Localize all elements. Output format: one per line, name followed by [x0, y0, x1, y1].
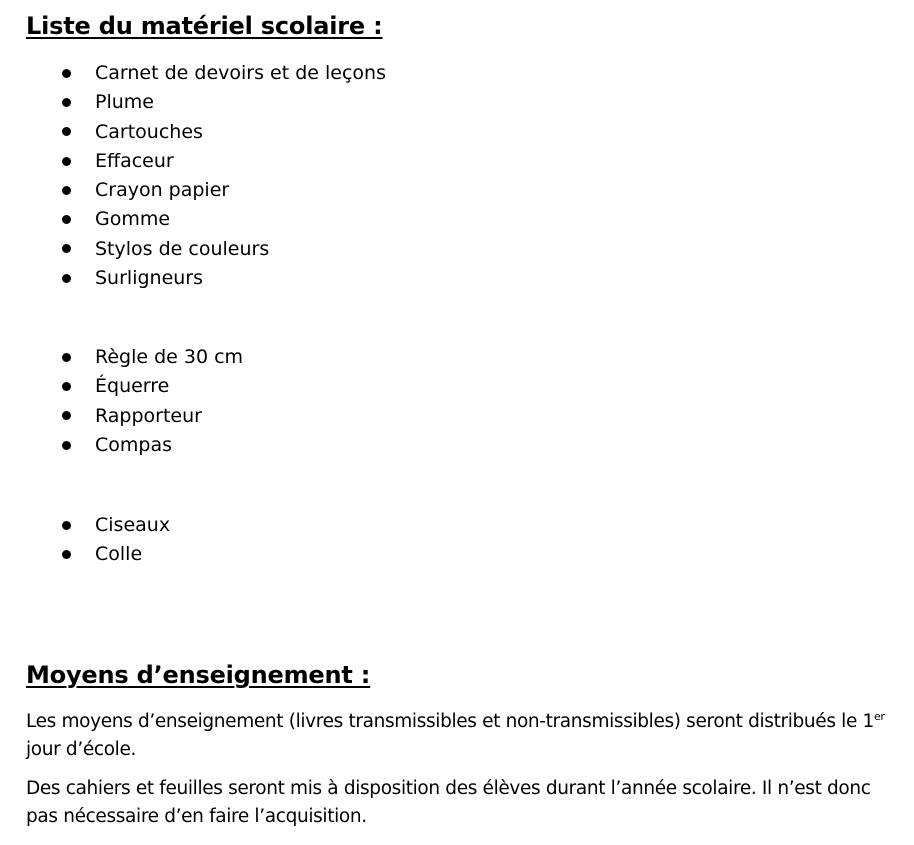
- bullet-icon: [62, 186, 71, 195]
- list-item-label: Crayon papier: [95, 179, 230, 202]
- list-item-label: Gomme: [95, 208, 171, 231]
- list-item-label: Ciseaux: [95, 514, 171, 536]
- distribution-paragraph: [26, 708, 906, 764]
- bullet-icon: [62, 550, 71, 559]
- supplies-heading: Liste du matériel scolaire :: [26, 12, 383, 40]
- bullet-icon: [62, 274, 71, 283]
- bullet-icon: [62, 215, 71, 224]
- ordinal-superscript: er: [873, 710, 885, 723]
- list-item-label: Effaceur: [95, 149, 174, 172]
- bullet-icon: [62, 127, 71, 136]
- list-item-label: Règle de 30 cm: [95, 346, 244, 368]
- list-item-label: Surligneurs: [95, 267, 204, 290]
- list-item-label: Cartouches: [95, 120, 203, 143]
- bullet-icon: [62, 441, 71, 450]
- list-item-label: Carnet de devoirs et de leçons: [95, 62, 386, 84]
- bullet-icon: [62, 69, 71, 78]
- bullet-icon: [62, 157, 71, 166]
- list-item-label: Compas: [95, 433, 173, 456]
- list-item-label: Stylos de couleurs: [95, 237, 270, 260]
- notebooks-paragraph: Des cahiers et feuilles seront mis à disposition des élèves durant l’année scolaire. Il n’est donc pas nécessaire d’en faire l’acquisition.: [26, 778, 871, 827]
- distribution-text-end: jour d’école.: [26, 739, 137, 760]
- bullet-icon: [62, 521, 71, 530]
- teaching-heading: Moyens d’enseignement :: [26, 661, 371, 689]
- bullet-icon: [62, 353, 71, 362]
- list-item-label: Rapporteur: [95, 404, 202, 427]
- distribution-text: Les moyens d’enseignement (livres transmissibles et non-transmissibles) seront distribués le 1: [26, 711, 874, 732]
- bullet-icon: [62, 98, 71, 107]
- list-item-label: Colle: [95, 543, 143, 566]
- bullet-icon: [62, 244, 71, 253]
- bullet-icon: [62, 411, 71, 420]
- bullet-icon: [62, 382, 71, 391]
- list-item-label: Plume: [95, 91, 154, 114]
- list-item-label: Équerre: [95, 375, 170, 398]
